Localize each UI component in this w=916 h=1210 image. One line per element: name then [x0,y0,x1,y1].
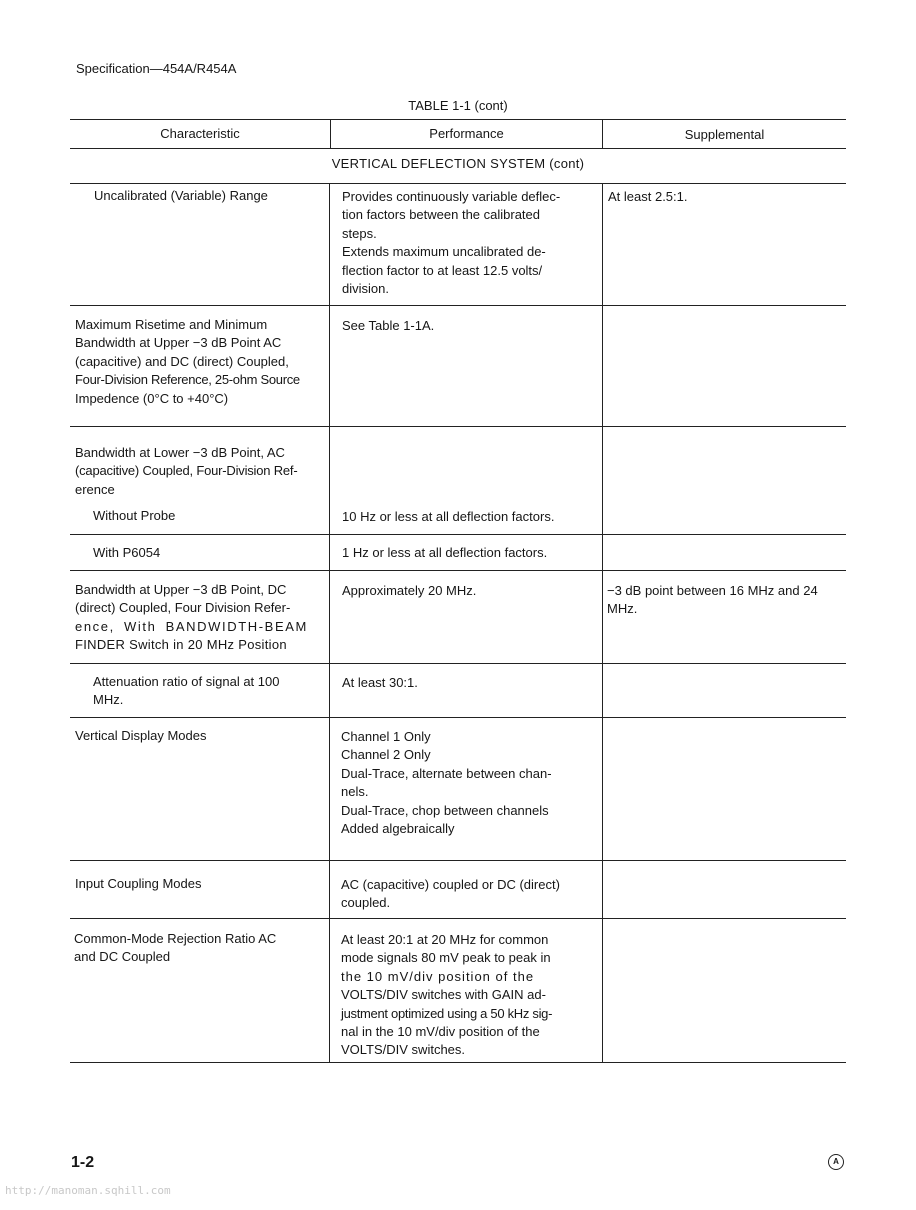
performance-line: AC (capacitive) coupled or DC (direct) [341,877,560,892]
supplemental-cell [608,188,840,206]
performance-cell [342,544,592,562]
table-title: TABLE 1-1 (cont) [408,98,508,113]
column-header-performance: Performance [429,126,504,141]
characteristic-text: Uncalibrated (Variable) Range [94,188,268,203]
characteristic-line: (capacitive) and DC (direct) Coupled, [75,353,289,369]
characteristic-line: Common-Mode Rejection Ratio AC [74,931,277,946]
characteristic-cell [93,673,313,710]
performance-line: See Table 1-1A. [342,318,435,333]
page-number: 1-2 [71,1154,95,1171]
characteristic-line: Bandwidth at Lower −3 dB Point, AC [75,445,285,460]
characteristic-line: MHz. [93,692,124,708]
row-divider [70,534,846,535]
section-title: VERTICAL DEFLECTION SYSTEM (cont) [331,156,585,171]
performance-line: VOLTS/DIV switches. [341,1042,466,1058]
characteristic-line: Input Coupling Modes [75,876,202,891]
characteristic-line: Maximum Risetime and Minimum [75,317,268,332]
characteristic-cell [93,544,313,562]
row-divider [70,717,846,718]
performance-line: 10 Hz or less at all deflection factors. [342,509,555,524]
characteristic-line: (capacitive) Coupled, Four-Division Ref- [75,463,298,479]
performance-line: At least 30:1. [342,675,418,690]
performance-line: At least 20:1 at 20 MHz for common [341,932,549,947]
supplemental-line: MHz. [607,601,638,617]
watermark-url: http://manoman.sqhill.com [5,1184,171,1197]
performance-line: Added algebraically [341,821,455,837]
performance-line: Dual-Trace, alternate between chan- [341,765,552,781]
performance-line: the 10 mV/div position of the [341,968,535,984]
characteristic-line: erence [75,481,115,497]
performance-cell [342,188,580,298]
characteristic-line: ence, With BANDWIDTH-BEAM [75,618,308,634]
performance-line: flection factor to at least 12.5 volts/ [342,262,543,278]
characteristic-line: Bandwidth at Upper −3 dB Point AC [75,335,282,351]
row-divider [70,426,846,427]
characteristic-sub-label: Without Probe [93,508,176,523]
performance-line: Extends maximum uncalibrated de- [342,244,546,260]
performance-cell [341,876,579,913]
characteristic-cell [74,930,314,967]
characteristic-cell [75,444,315,499]
table-top-rule [70,119,846,120]
performance-line: tion factors between the calibrated [342,207,541,223]
performance-cell [342,674,580,692]
performance-line: 1 Hz or less at all deflection factors. [342,545,548,560]
row-divider [70,860,846,861]
row-divider [70,305,846,306]
characteristic-line: Four-Division Reference, 25-ohm Source [75,372,300,388]
characteristic-line: FINDER Switch in 20 MHz Position [75,637,287,653]
performance-line: steps. [342,225,377,241]
performance-line: Channel 1 Only [341,729,431,744]
performance-cell [341,728,579,838]
column-header-characteristic: Characteristic [160,126,240,141]
page-header: Specification—454A/R454A [76,61,237,76]
performance-line: VOLTS/DIV switches with GAIN ad- [341,987,546,1003]
performance-line: division. [342,281,389,297]
characteristic-cell [75,727,315,745]
supplemental-line: −3 dB point between 16 MHz and 24 [607,583,818,598]
performance-line: nal in the 10 mV/div position of the [341,1024,540,1040]
characteristic-line: Impedence (0°C to +40°C) [75,390,229,406]
performance-line: Dual-Trace, chop between channels [341,802,549,818]
characteristic-line: Attenuation ratio of signal at 100 [93,674,280,689]
row-divider [70,918,846,919]
row-divider [70,663,846,664]
row-divider [70,570,846,571]
performance-line: Channel 2 Only [341,747,431,763]
performance-line: coupled. [341,895,391,911]
characteristic-cell [75,316,315,408]
performance-line: Approximately 20 MHz. [342,583,477,598]
column-header-supplemental: Supplemental [684,127,765,142]
performance-line: justment optimized using a 50 kHz sig- [341,1005,553,1021]
performance-cell [341,931,579,1060]
supplemental-cell [607,582,843,619]
characteristic-line: With P6054 [93,545,161,560]
performance-cell [342,317,580,335]
performance-cell [342,508,592,526]
characteristic-cell [94,187,319,205]
header-bottom-rule [70,148,846,149]
performance-cell [342,582,580,600]
performance-line: mode signals 80 mV peak to peak in [341,950,551,966]
characteristic-line: Vertical Display Modes [75,728,207,743]
characteristic-line: (direct) Coupled, Four Division Refer- [75,600,291,616]
characteristic-line: and DC Coupled [74,949,171,965]
characteristic-cell [75,875,315,893]
performance-line: nels. [341,784,369,800]
characteristic-cell [75,581,314,655]
characteristic-line: Bandwidth at Upper −3 dB Point, DC [75,582,287,597]
performance-line: Provides continuously variable deflec- [342,189,561,204]
column-divider [602,183,603,1062]
supplemental-text: At least 2.5:1. [608,189,688,204]
column-divider [329,183,330,1062]
revision-mark: A [828,1154,844,1170]
section-rule [70,183,846,184]
table-bottom-rule [70,1062,846,1063]
